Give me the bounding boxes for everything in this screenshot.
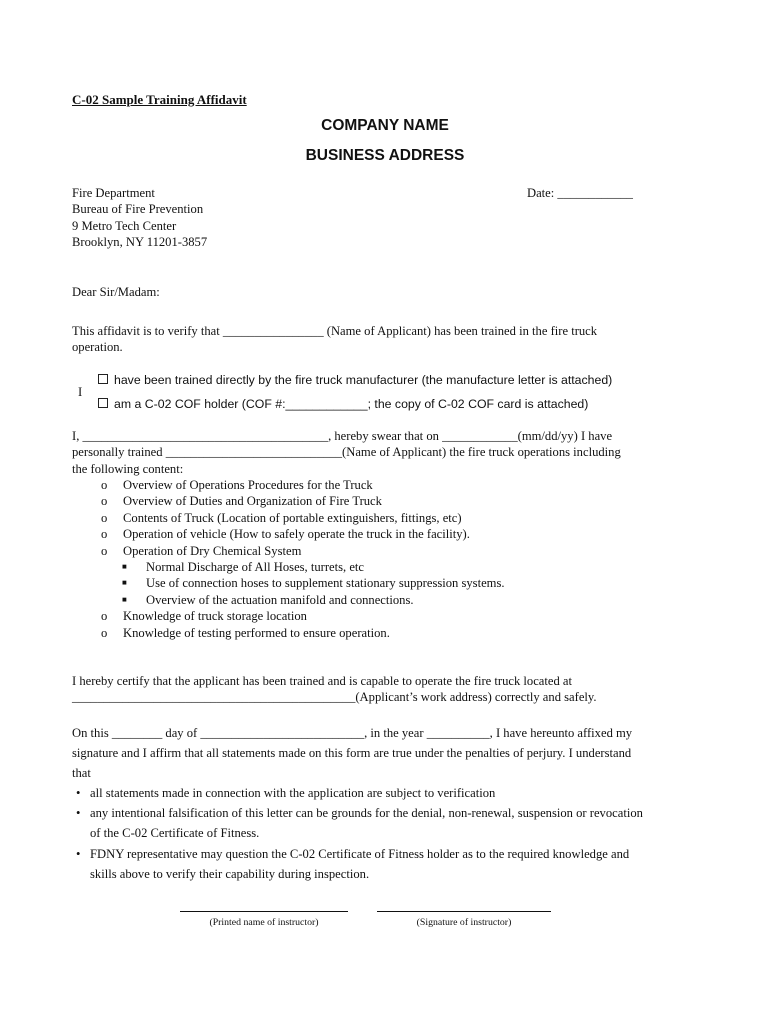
outline-item-text: Contents of Truck (Location of portable extinguishers, fittings, etc) [123, 510, 462, 525]
swear-paragraph [72, 428, 621, 477]
recipient-line: Brooklyn, NY 11201-3857 [72, 235, 208, 250]
list-item-text: FDNY representative may question the C-02 Certificate of Fitness holder as to the required knowledge and [90, 846, 630, 861]
greeting: Dear Sir/Madam: [72, 285, 160, 299]
outline-item-text: Knowledge of testing performed to ensure operation. [123, 625, 390, 640]
outline-subitem-text: Normal Discharge of All Hoses, turrets, etc [146, 559, 365, 574]
list-item-text: any intentional falsification of this letter can be grounds for the denial, non-renewal, suspension or revocation [90, 806, 643, 821]
company-name: COMPANY NAME [321, 117, 449, 134]
outline-subitem-text: Use of connection hoses to supplement stationary suppression systems. [146, 576, 505, 591]
circle-bullet-icon: o [101, 543, 108, 558]
outline-item-text: Operation of Dry Chemical System [123, 543, 302, 558]
signature-caption: (Signature of instructor) [416, 917, 512, 928]
list-item-text: skills above to verify their capability during inspection. [90, 866, 370, 881]
outline-item-text: Operation of vehicle (How to safely operate the truck in the facility). [123, 527, 470, 542]
dot-bullet-icon: • [76, 786, 81, 800]
outline-item-text: Overview of Duties and Organization of Fire Truck [123, 494, 382, 509]
printed-name-caption: (Printed name of instructor) [209, 917, 319, 928]
paragraph-line: the following content: [72, 461, 184, 476]
list-item-text: all statements made in connection with the application are subject to verification [90, 786, 496, 800]
recipient-line: Bureau of Fire Prevention [72, 202, 204, 217]
paragraph-line: On this ________ day of __________________________, in the year __________, I have hereunto affixed my [72, 726, 633, 740]
circle-bullet-icon: o [101, 510, 108, 525]
certify-paragraph [72, 673, 597, 706]
paragraph-line: personally trained ____________________________(Name of Applicant) the fire truck operations including [72, 445, 621, 460]
circle-bullet-icon: o [101, 527, 108, 542]
paragraph-line: I, _______________________________________, hereby swear that on ____________(mm/dd/yy) I have [72, 429, 613, 443]
choice-label: am a C-02 COF holder (COF #:____________; the copy of C-02 COF card is attached) [114, 397, 589, 411]
checkbox-icon[interactable] [98, 398, 108, 408]
dot-bullet-icon: • [76, 846, 81, 861]
circle-bullet-icon: o [101, 609, 108, 624]
square-bullet-icon: ■ [122, 561, 127, 571]
outline-item-text: Knowledge of truck storage location [123, 609, 307, 624]
paragraph-line: signature and I affirm that all statements made on this form are true under the penalties of perjury. I understand [72, 746, 632, 761]
list-item-text: of the C-02 Certificate of Fitness. [90, 826, 260, 841]
printed-name-line[interactable] [180, 911, 348, 912]
choice-label: have been trained directly by the fire truck manufacturer (the manufacture letter is attached) [114, 373, 613, 387]
i-label: I [78, 385, 83, 399]
business-address: BUSINESS ADDRESS [305, 147, 465, 164]
affidavit-intro-paragraph [72, 323, 597, 356]
square-bullet-icon: ■ [122, 578, 127, 588]
outline-subitem-text: Overview of the actuation manifold and connections. [146, 592, 414, 607]
signature-line[interactable] [377, 911, 551, 912]
recipient-address-block [72, 185, 207, 251]
square-bullet-icon: ■ [122, 594, 127, 604]
paragraph-line: that [72, 766, 91, 781]
circle-bullet-icon: o [101, 625, 108, 640]
choice-manufacturer-trained[interactable] [98, 372, 612, 388]
date-field: Date: ____________ [527, 186, 633, 200]
paragraph-line: This affidavit is to verify that ________________ (Name of Applicant) has been trained in the fire truck [72, 324, 598, 338]
dot-bullet-icon: • [76, 806, 81, 821]
circle-bullet-icon: o [101, 494, 108, 509]
checkbox-icon[interactable] [98, 374, 108, 384]
document-title: C-02 Sample Training Affidavit [72, 92, 247, 107]
paragraph-line: _____________________________________________(Applicant’s work address) correctly and safely. [72, 690, 597, 705]
paragraph-line: I hereby certify that the applicant has been trained and is capable to operate the fire truck located at [72, 674, 573, 688]
circle-bullet-icon: o [101, 478, 108, 492]
choice-cof-holder[interactable] [98, 396, 588, 412]
affirmation-paragraph [72, 723, 632, 784]
outline-item-text: Overview of Operations Procedures for the Truck [123, 478, 373, 492]
recipient-line: 9 Metro Tech Center [72, 218, 177, 233]
paragraph-line: operation. [72, 340, 123, 355]
recipient-line: Fire Department [72, 186, 155, 200]
